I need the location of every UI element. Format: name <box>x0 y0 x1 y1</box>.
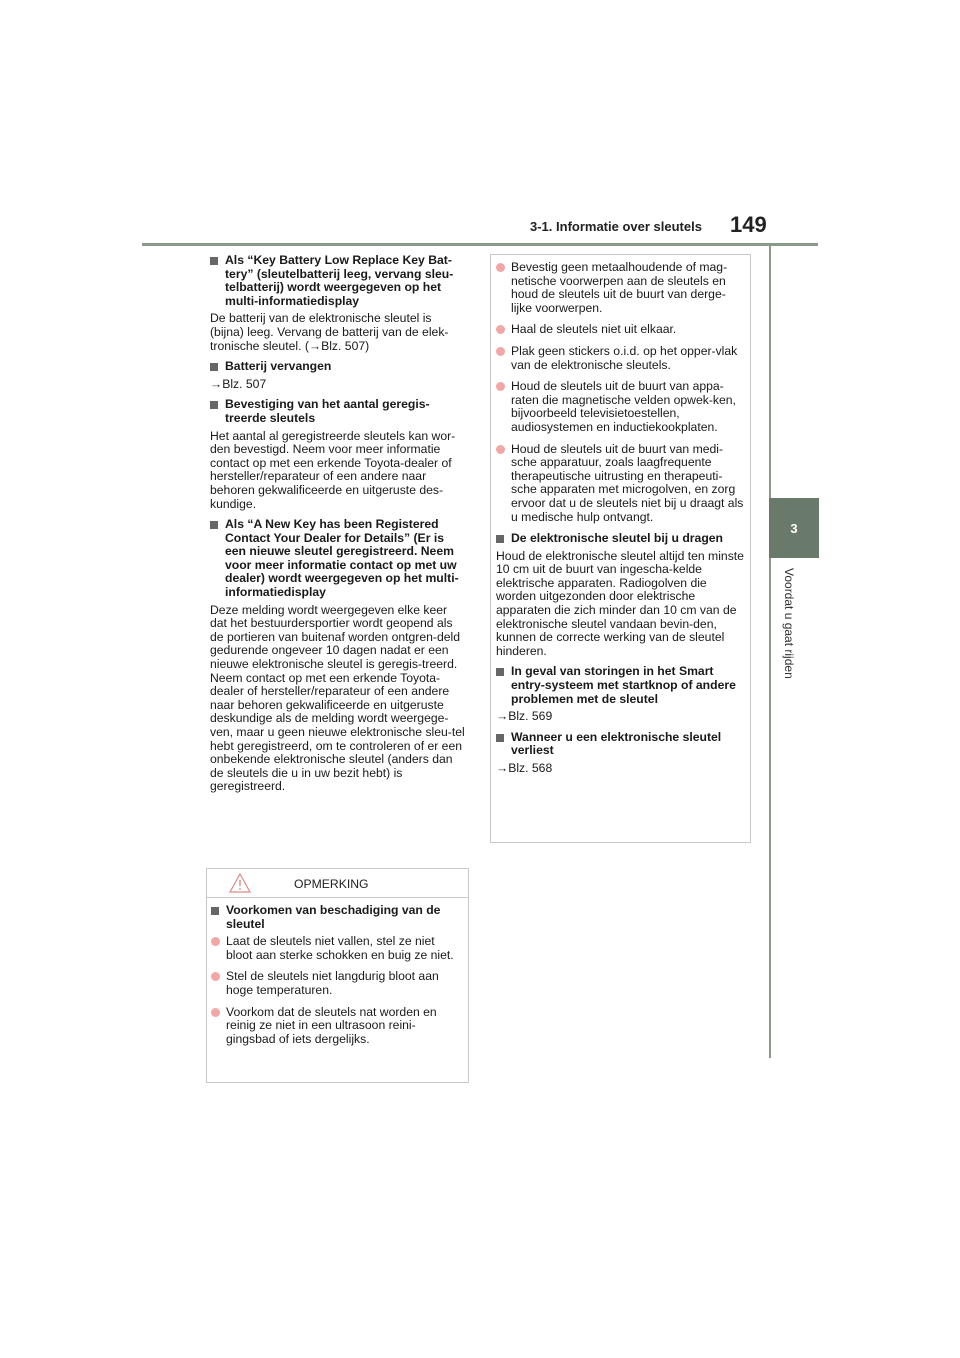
page-reference: →Blz. 569 <box>496 709 553 724</box>
section-heading: Als “A New Key has been Registered Contact Your Dealer for Details” (Er is een nieuwe sleutel geregistreerd. Neem voor meer informatie contact op met uw dealer) wordt weergegeven op het multi-informatiedisplay <box>210 518 466 600</box>
page-reference: →Blz. 568 <box>496 761 553 775</box>
notice-body <box>211 904 461 1054</box>
square-bullet-icon <box>496 668 504 676</box>
list-item: Haal de sleutels niet uit elkaar. <box>496 323 744 337</box>
square-bullet-icon <box>211 907 219 915</box>
circle-bullet-icon <box>496 347 505 356</box>
page-number: 149 <box>730 212 767 237</box>
paragraph: Houd de elektronische sleutel altijd ten minste 10 cm uit de buurt van ingescha-kelde elektrische apparaten. Radiogolven die worden uitgezonden door elektrische apparaten die zich minder dan 10 cm van de elektronische sleutel vandaan bevin-den, kunnen de correcte werking van de sleutel hinderen. <box>496 548 744 658</box>
list-item: Plak geen stickers o.i.d. op het opper-vlak van de elektronische sleutels. <box>496 345 744 372</box>
page-reference: →Blz. 507 <box>210 376 267 391</box>
paragraph: De batterij van de elektronische sleutel is (bijna) leeg. Vervang de batterij van de elek-tronische sleutel. (→Blz. 507) <box>210 311 449 353</box>
paragraph: Neem contact op met een erkende Toyota-dealer of hersteller/reparateur of een andere naar behoren gekwalificeerde en uitgeruste deskundige als de melding wordt weergege-ven, maar u geen nieuwe elektronische sleu-tel hebt geregistreerd, om te controleren of er een onbekende elektronische sleutel (anders dan de sleutels die u in uw bezit hebt) is geregistreerd. <box>210 670 465 794</box>
section-title: 3-1. Informatie over sleutels <box>530 219 702 234</box>
side-rule-top <box>769 246 771 498</box>
section-heading: De elektronische sleutel bij u dragen <box>496 532 744 546</box>
square-bullet-icon <box>210 401 218 409</box>
notice-continuation-box <box>490 254 751 843</box>
chapter-title: Voordat u gaat rijden <box>782 568 796 679</box>
section-heading: Voorkomen van beschadiging van de sleutel <box>211 904 461 931</box>
circle-bullet-icon <box>496 325 505 334</box>
circle-bullet-icon <box>496 263 505 272</box>
paragraph: Het aantal al geregistreerde sleutels kan wor-den bevestigd. Neem voor meer informatie contact op met een erkende Toyota-dealer of hersteller/reparateur of een andere naar behoren gekwalificeerde en uitgeruste des-kundige. <box>210 428 456 511</box>
notice-title: OPMERKING <box>294 877 369 891</box>
square-bullet-icon <box>210 257 218 265</box>
list-item: Voorkom dat de sleutels nat worden en reinig ze niet in een ultrasoon reini-gingsbad of iets dergelijks. <box>211 1006 461 1047</box>
section-heading: In geval van storingen in het Smart entry-systeem met startknop of andere problemen met de sleutel <box>496 665 744 706</box>
list-item: Houd de sleutels uit de buurt van appa-raten die magnetische velden opwek-ken, bijvoorbeeld televisietoestellen, audiosystemen en inductiekookplaten. <box>496 380 744 434</box>
paragraph: Deze melding wordt weergegeven elke keer dat het bestuurdersportier wordt geopend als de portieren van buitenaf worden ontgren-deld gedurende ongeveer 10 dagen nadat er een nieuwe elektronische sleutel is geregis-treerd. <box>210 602 461 672</box>
notice-continuation-body <box>496 261 744 783</box>
section-heading: Wanneer u een elektronische sleutel verliest <box>496 731 744 758</box>
left-column <box>210 254 466 801</box>
side-rule-bottom <box>769 558 771 1058</box>
list-item: Laat de sleutels niet vallen, stel ze niet bloot aan sterke schokken en buig ze niet. <box>211 935 461 962</box>
square-bullet-icon <box>496 734 504 742</box>
notice-header <box>207 869 468 898</box>
section-heading: Als “Key Battery Low Replace Key Bat-tery” (sleutelbatterij leeg, vervang sleu-telbatterij) wordt weergegeven op het multi-informatiedisplay <box>210 254 466 308</box>
section-heading: Batterij vervangen <box>210 360 466 374</box>
warning-icon <box>229 873 251 893</box>
list-item: Stel de sleutels niet langdurig bloot aan hoge temperaturen. <box>211 970 461 997</box>
circle-bullet-icon <box>211 972 220 981</box>
circle-bullet-icon <box>496 382 505 391</box>
square-bullet-icon <box>210 521 218 529</box>
circle-bullet-icon <box>496 445 505 454</box>
circle-bullet-icon <box>211 1008 220 1017</box>
square-bullet-icon <box>210 363 218 371</box>
circle-bullet-icon <box>211 937 220 946</box>
list-item: Houd de sleutels uit de buurt van medi-sche apparatuur, zoals laagfrequente therapeutische uitrusting en therapeuti-sche apparaten met microgolven, en zorg ervoor dat u de sleutels niet bij u draagt als u medische hulp ontvangt. <box>496 443 744 525</box>
square-bullet-icon <box>496 535 504 543</box>
list-item: Bevestig geen metaalhoudende of mag-netische voorwerpen aan de sleutels en houd de sleutels uit de buurt van derge-lijke voorwerpen. <box>496 261 744 315</box>
section-heading: Bevestiging van het aantal geregis-treerde sleutels <box>210 398 466 425</box>
notice-box <box>206 868 469 1083</box>
chapter-tab: 3 <box>769 498 819 558</box>
header-rule <box>142 243 818 246</box>
